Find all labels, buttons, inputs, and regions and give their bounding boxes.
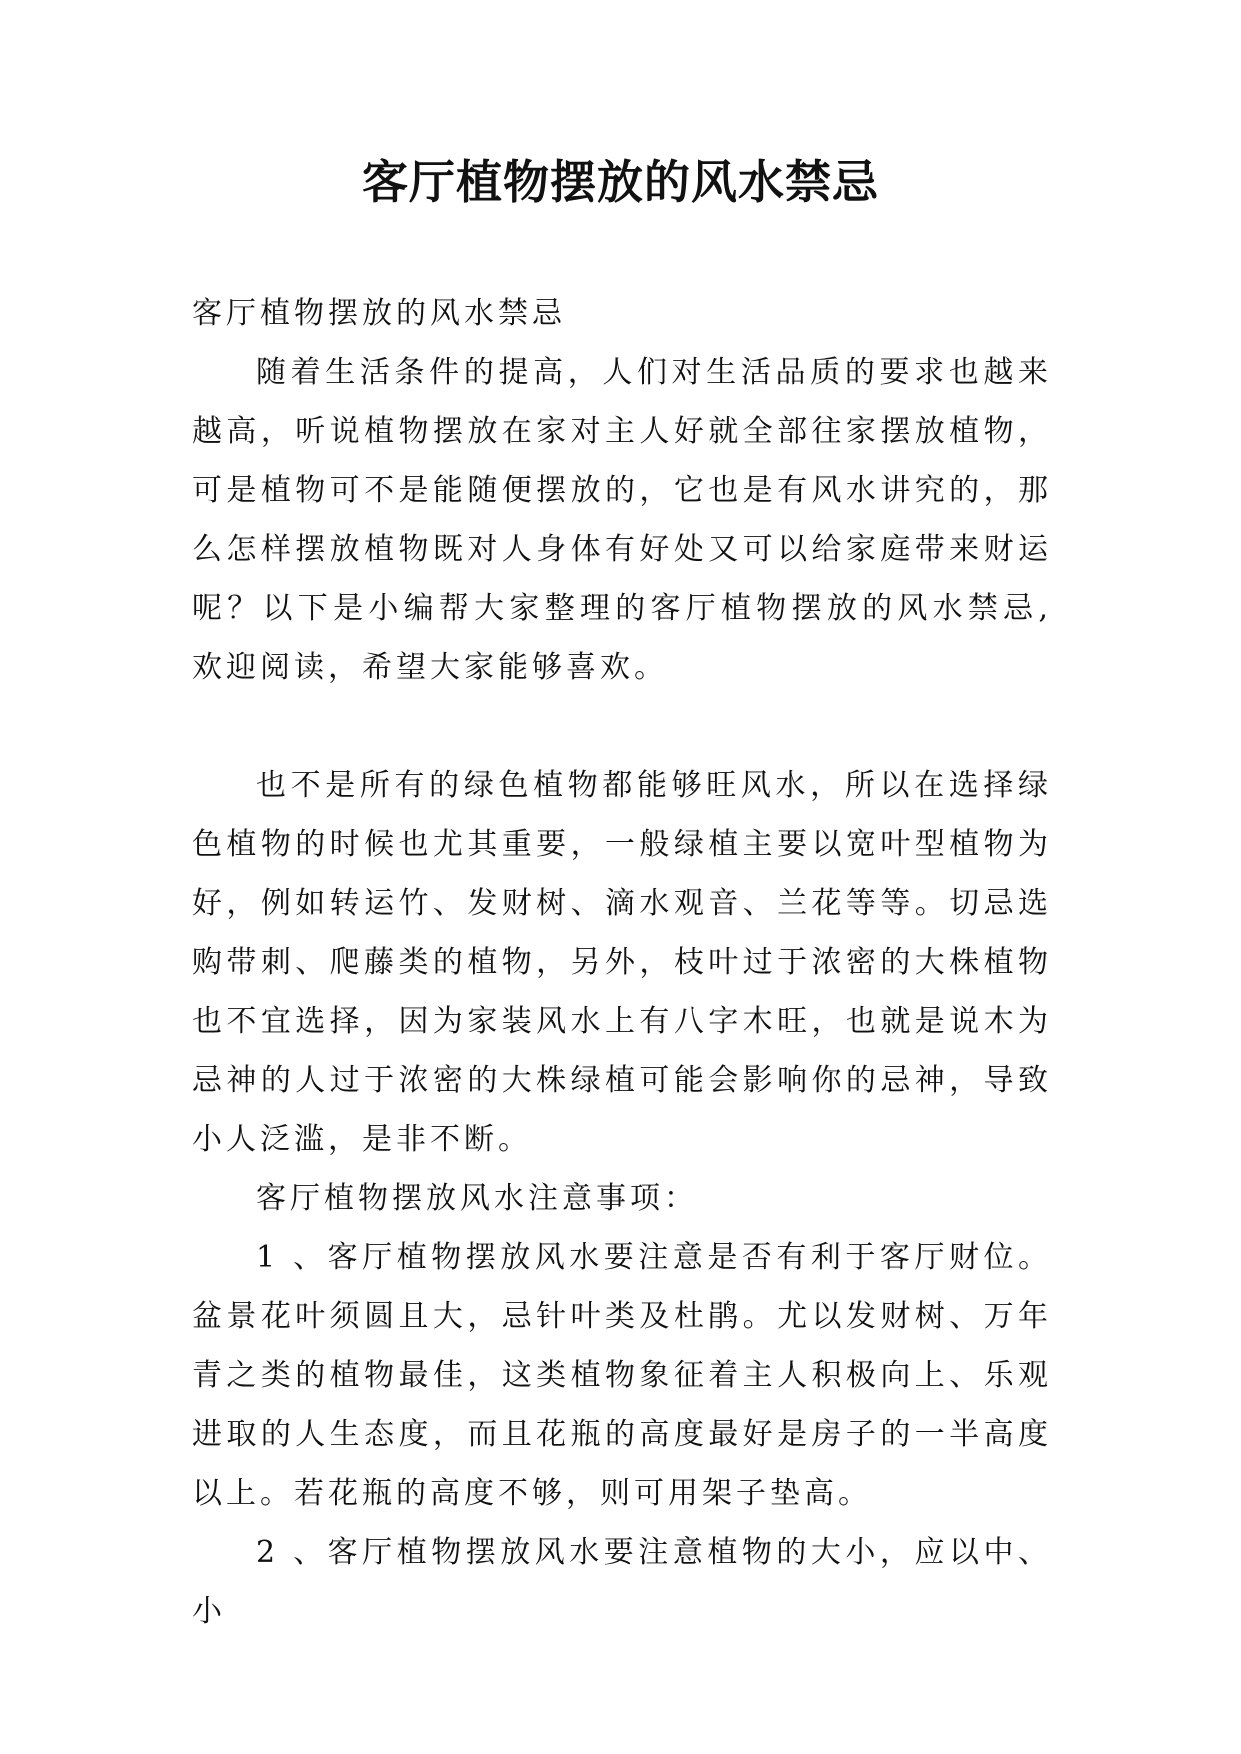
paragraph-spacer (192, 697, 1052, 756)
list-item-2: 2 、客厅植物摆放风水要注意植物的大小，应以中、小 (192, 1535, 1052, 1629)
paragraph-plant-selection: 也不是所有的绿色植物都能够旺风水，所以在选择绿色植物的时候也尤其重要，一般绿植主要以宽叶型植物为好，例如转运竹、发财树、滴水观音、兰花等等。切忌选购带刺、爬藤类的植物，另外，枝叶过于浓密的大株植物也不宜选择，因为家装风水上有八字木旺，也就是说木为忌神的人过于浓密的大株绿植可能会影响你的忌神，导致小人泛滥，是非不断。 (192, 768, 1052, 1157)
document-title: 客厅植物摆放的风水禁忌 (362, 155, 879, 209)
list-item-1: 1 、客厅植物摆放风水要注意是否有利于客厅财位。盆景花叶须圆且大，忌针叶类及杜鹃。尤以发财树、万年青之类的植物最佳，这类植物象征着主人积极向上、乐观进取的人生态度，而且花瓶的高度最好是房子的一半高度以上。若花瓶的高度不够，则可用架子垫高。 (192, 1240, 1052, 1511)
section-heading-notes: 客厅植物摆放风水注意事项： (256, 1181, 698, 1216)
paragraph-intro: 随着生活条件的提高，人们对生活品质的要求也越来越高，听说植物摆放在家对主人好就全部往家摆放植物，可是植物可不是能随便摆放的，它也是有风水讲究的，那么怎样摆放植物既对人身体有好处又可以给家庭带来财运呢？以下是小编帮大家整理的客厅植物摆放的风水禁忌,欢迎阅读，希望大家能够喜欢。 (192, 355, 1052, 685)
document-body (192, 284, 1052, 1641)
document-subtitle: 客厅植物摆放的风水禁忌 (192, 296, 566, 331)
